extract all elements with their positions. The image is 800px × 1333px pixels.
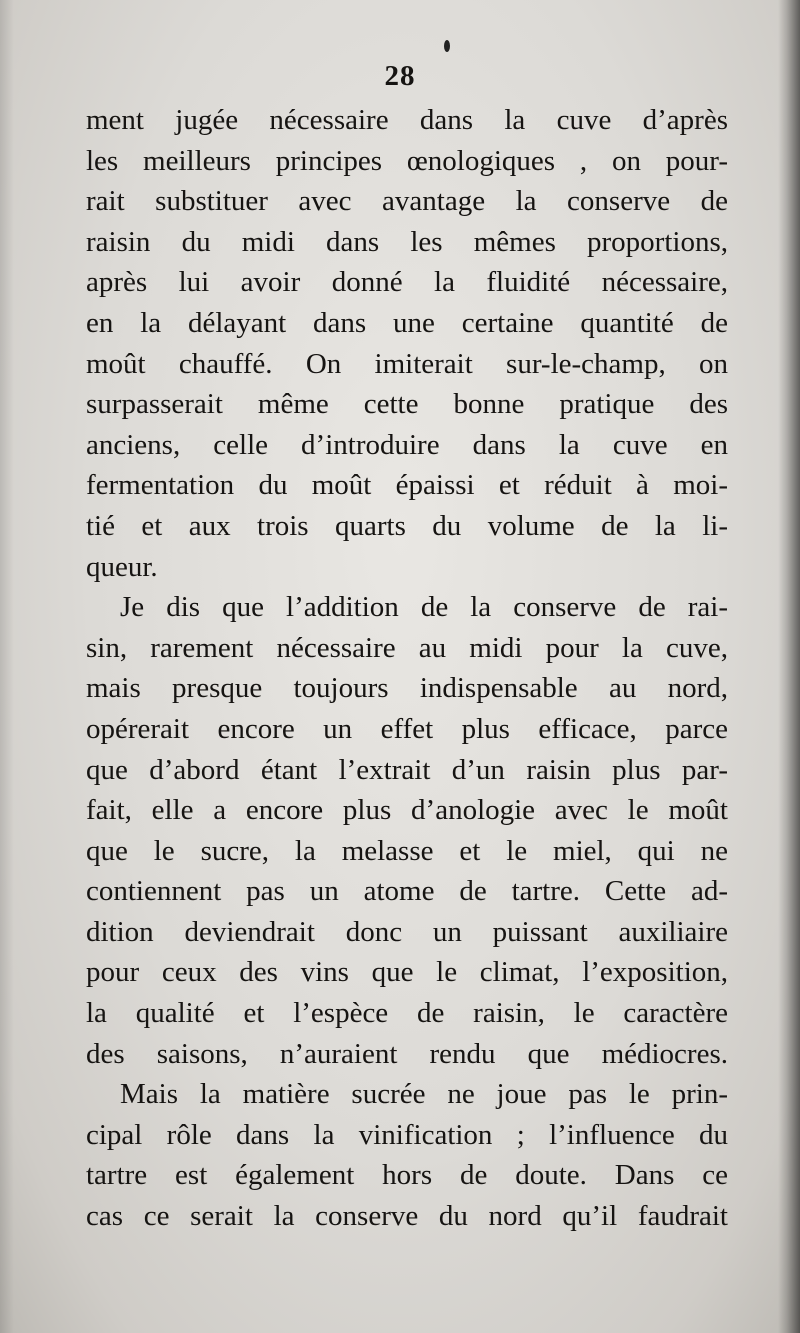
page-number: 28 [384,60,416,92]
text-line: tartre est également hors de doute. Dans ce [86,1159,728,1192]
text-line: cas ce serait la conserve du nord qu’il faudrait [86,1200,728,1233]
page-spine-shadow [778,0,800,1333]
paragraph [86,1074,728,1236]
text-line: raisin du midi dans les mêmes proportions, [86,225,728,258]
text-line: contiennent pas un atome de tartre. Cette ad- [86,875,728,908]
text-line: Mais la matière sucrée ne joue pas le prin- [120,1078,728,1111]
text-line: des saisons, n’auraient rendu que médiocres. [86,1037,728,1070]
page-left-edge-shadow [0,0,14,1333]
text-line: opérerait encore un effet plus efficace, parce [86,712,728,745]
ink-speck [444,40,450,52]
text-line: les meilleurs principes œnologiques , on pour- [86,144,728,177]
text-line: mais presque toujours indispensable au nord, [86,672,728,705]
text-line: fait, elle a encore plus d’anologie avec le moût [86,794,728,827]
text-line: ment jugée nécessaire dans la cuve d’après [86,104,728,136]
text-line: queur. [86,550,158,583]
paragraph [86,587,728,1074]
text-line: Je dis que l’addition de la conserve de rai- [120,591,728,624]
body-text [86,100,728,1237]
text-line: dition deviendrait donc un puissant auxiliaire [86,915,728,948]
text-line: en la délayant dans une certaine quantité de [86,306,728,339]
text-line: tié et aux trois quarts du volume de la li- [86,509,728,542]
text-line: après lui avoir donné la fluidité nécessaire, [86,266,728,299]
text-line: anciens, celle d’introduire dans la cuve en [86,428,728,461]
text-line: fermentation du moût épaissi et réduit à moi- [86,469,728,502]
text-line: rait substituer avec avantage la conserve de [86,185,728,218]
text-line: sin, rarement nécessaire au midi pour la cuve, [86,631,728,664]
text-line: que d’abord étant l’extrait d’un raisin plus par- [86,753,728,786]
text-line: pour ceux des vins que le climat, l’exposition, [86,956,728,989]
text-line: moût chauffé. On imiterait sur-le-champ, on [86,347,728,380]
text-line: que le sucre, la melasse et le miel, qui ne [86,834,728,867]
text-line: surpasserait même cette bonne pratique des [86,388,728,421]
paragraph [86,100,728,587]
text-line: la qualité et l’espèce de raisin, le caractère [86,997,728,1030]
text-line: cipal rôle dans la vinification ; l’influence du [86,1118,728,1151]
